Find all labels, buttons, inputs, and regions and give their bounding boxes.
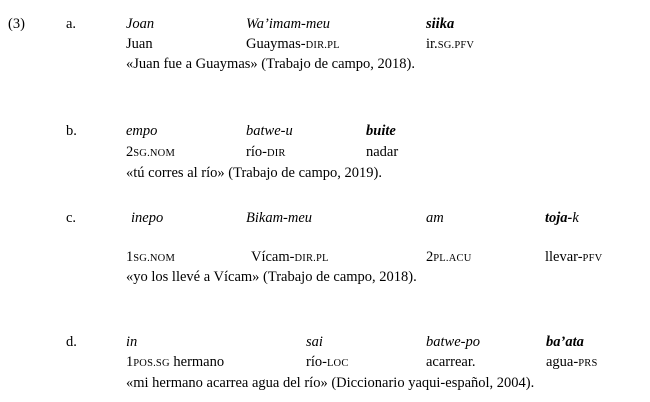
example-b-translation: «tú corres al río» (Trabajo de campo, 2019). xyxy=(126,165,382,181)
example-b-word-2-source: batwe-u xyxy=(246,123,293,139)
example-c-word-3-source: am xyxy=(426,210,444,226)
example-b-word-2-gloss: río-DIR xyxy=(246,144,286,160)
example-a-translation: «Juan fue a Guaymas» (Trabajo de campo, 2018). xyxy=(126,56,415,72)
example-c-word-2-gloss: Vícam-DIR.PL xyxy=(251,249,329,265)
example-d-word-4-gloss: agua-PRS xyxy=(546,354,598,370)
example-c-word-4-gloss: llevar-PFV xyxy=(545,249,603,265)
example-d-word-1-gloss: 1POS.SG hermano xyxy=(126,354,225,370)
example-d-label: d. xyxy=(66,334,77,350)
example-b-word-3-gloss: nadar xyxy=(366,144,399,160)
example-c-word-1-source: inepo xyxy=(131,210,164,226)
example-a-word-3-gloss: ir.SG.PFV xyxy=(426,36,475,52)
example-a-word-2-gloss: Guaymas-DIR.PL xyxy=(246,36,340,52)
example-c-translation: «yo los llevé a Vícam» (Trabajo de campo, 2018). xyxy=(126,269,417,285)
example-b-word-1-source: empo xyxy=(126,123,158,139)
example-a-word-2-source: Wa’imam-meu xyxy=(246,16,331,32)
example-c-label: c. xyxy=(66,210,77,226)
example-a-word-1-gloss: Juan xyxy=(126,36,153,52)
example-b-label: b. xyxy=(66,123,77,139)
example-b-word-1-gloss: 2SG.NOM xyxy=(126,144,175,160)
example-a-word-1-source: Joan xyxy=(126,16,155,32)
example-c-word-4-source: toja-k xyxy=(545,210,579,226)
example-d-word-4-source: ba’ata xyxy=(546,334,584,350)
example-d-word-2-gloss: río-LOC xyxy=(306,354,349,370)
example-a-word-3-source: siika xyxy=(426,16,455,32)
example-d-word-2-source: sai xyxy=(306,334,323,350)
example-b-word-3-source: buite xyxy=(366,123,396,139)
example-a-label: a. xyxy=(66,16,77,32)
example-d-word-3-source: batwe-po xyxy=(426,334,480,350)
example-number: (3) xyxy=(8,16,25,32)
example-c-word-3-gloss: 2PL.ACU xyxy=(426,249,472,265)
example-d-word-3-gloss: acarrear. xyxy=(426,354,476,370)
example-d-translation: «mi hermano acarrea agua del río» (Diccionario yaqui-español, 2004). xyxy=(126,375,535,391)
example-c-word-1-gloss: 1SG.NOM xyxy=(126,249,175,265)
example-c-word-2-source: Bikam-meu xyxy=(246,210,313,226)
example-d-word-1-source: in xyxy=(126,334,138,350)
